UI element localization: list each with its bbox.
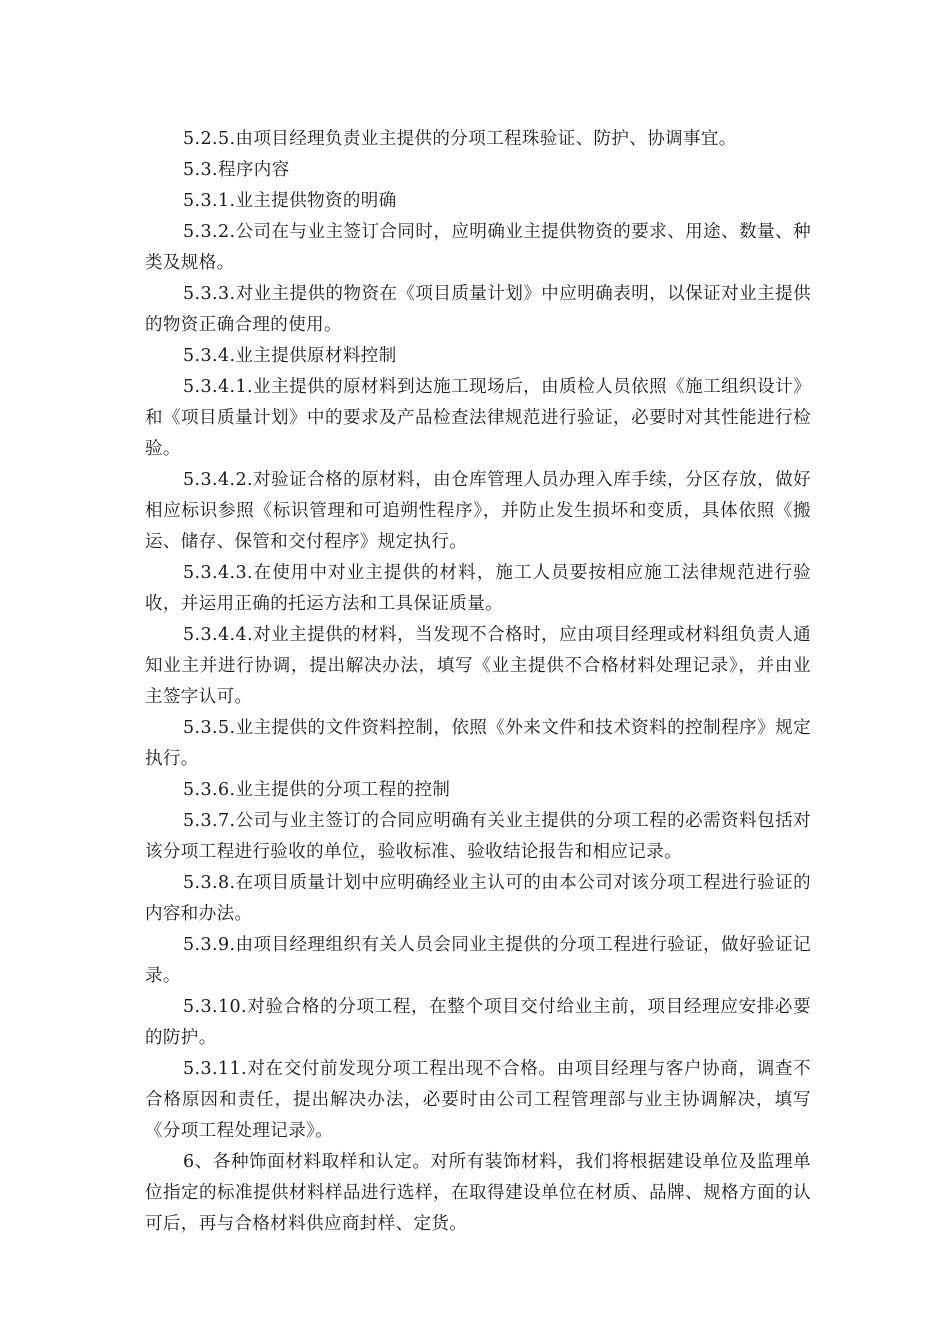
paragraph-5-3-10: 5.3.10.对验合格的分项工程，在整个项目交付给业主前，项目经理应安排必要的防护。: [145, 997, 811, 1048]
paragraph-5-3-7: 5.3.7.公司与业主签订的合同应明确有关业主提供的分项工程的必需资料包括对该分项工程进行验收的单位，验收标准、验收结论报告和相应记录。: [145, 811, 811, 862]
paragraph-5-3-4-1: 5.3.4.1.业主提供的原材料到达施工现场后，由质检人员依照《施工组织设计》和《项目质量计划》中的要求及产品检查法律规范进行验证，必要时对其性能进行检验。: [145, 377, 811, 459]
paragraph-5-2-5: 5.2.5.由项目经理负责业主提供的分项工程珠验证、防护、协调事宜。: [183, 129, 737, 149]
document-body: [145, 124, 811, 1240]
paragraph-5-3-4-2: 5.3.4.2.对验证合格的原材料，由仓库管理人员办理入库手续，分区存放，做好相应标识参照《标识管理和可追朔性程序》，并防止发生损坏和变质，具体依照《搬运、储存、保管和交付程序》规定执行。: [145, 470, 811, 552]
paragraph-5-3-4-3: 5.3.4.3.在使用中对业主提供的材料，施工人员要按相应施工法律规范进行验收，并运用正确的托运方法和工具保证质量。: [145, 563, 811, 614]
paragraph-5-3-9: 5.3.9.由项目经理组织有关人员会同业主提供的分项工程进行验证，做好验证记录。: [145, 935, 811, 986]
paragraph-5-3-8: 5.3.8.在项目质量计划中应明确经业主认可的由本公司对该分项工程进行验证的内容和办法。: [145, 873, 811, 924]
paragraph-5-3-5: 5.3.5.业主提供的文件资料控制，依照《外来文件和技术资料的控制程序》规定执行。: [145, 718, 811, 769]
paragraph-5-3-1: 5.3.1.业主提供物资的明确: [183, 191, 397, 211]
paragraph-6: 6、各种饰面材料取样和认定。对所有装饰材料，我们将根据建设单位及监理单位指定的标准提供材料样品进行选样，在取得建设单位在材质、品牌、规格方面的认可后，再与合格材料供应商封样、定货。: [145, 1152, 811, 1234]
paragraph-5-3-4: 5.3.4.业主提供原材料控制: [183, 346, 397, 366]
heading-5-3: 5.3.程序内容: [183, 160, 290, 180]
paragraph-5-3-2: 5.3.2.公司在与业主签订合同时，应明确业主提供物资的要求、用途、数量、种类及规格。: [145, 222, 811, 273]
paragraph-5-3-3: 5.3.3.对业主提供的物资在《项目质量计划》中应明确表明，以保证对业主提供的物资正确合理的使用。: [145, 284, 811, 335]
paragraph-5-3-4-4: 5.3.4.4.对业主提供的材料，当发现不合格时，应由项目经理或材料组负责人通知业主并进行协调，提出解决办法，填写《业主提供不合格材料处理记录》，并由业主签字认可。: [145, 625, 811, 707]
paragraph-5-3-11: 5.3.11.对在交付前发现分项工程出现不合格。由项目经理与客户协商，调查不合格原因和责任，提出解决办法，必要时由公司工程管理部与业主协调解决，填写《分项工程处理记录》。: [145, 1059, 811, 1141]
paragraph-5-3-6: 5.3.6.业主提供的分项工程的控制: [183, 780, 451, 800]
